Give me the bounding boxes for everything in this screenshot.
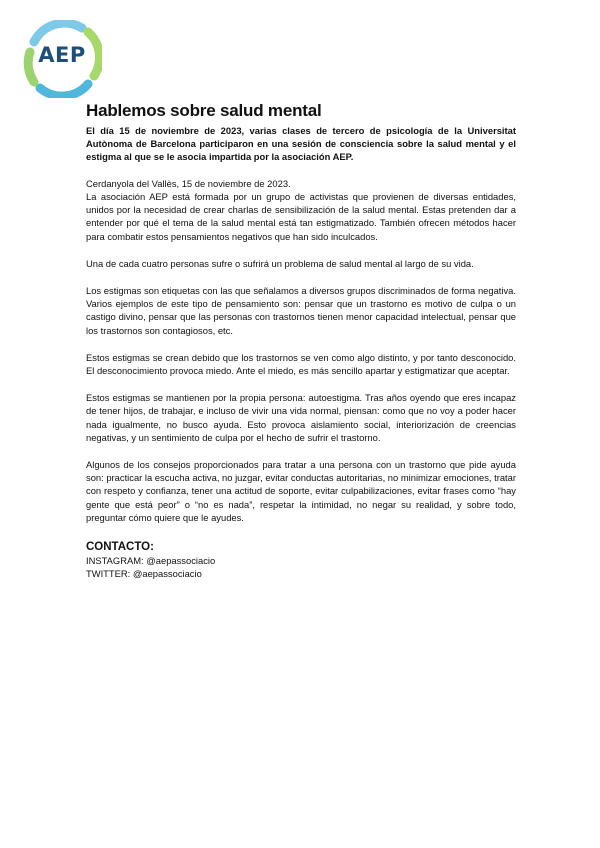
contact-twitter: TWITTER: @aepassociacio <box>86 568 202 580</box>
logo-text: AEP <box>38 43 86 67</box>
contact-heading: CONTACTO: <box>86 541 154 554</box>
aep-logo <box>22 20 102 98</box>
lead-paragraph: El día 15 de noviembre de 2023, varias clases de tercero de psicología de la Universitat Autònoma de Barcelona participaron en una sesión de consciencia sobre la salud mental y el estigma al que se le asocia impartida por la asociación AEP. <box>86 125 516 162</box>
paragraph-stigma-definition: Los estigmas son etiquetas con las que señalamos a diversos grupos discriminados de forma negativa. Varios ejemplos de este tipo de pensamiento son: pensar que un trastorno es motivo de culpa o un castigo divino, pensar que las personas con trastornos tienen menor capacidad intelectual, pensar que los trastornos son contagiosos, etc. <box>86 285 516 336</box>
article <box>86 101 516 580</box>
paragraph-statistic: Una de cada cuatro personas sufre o sufrirá un problema de salud mental al largo de su vida. <box>86 257 474 269</box>
contact-instagram: INSTAGRAM: @aepassociacio <box>86 555 216 567</box>
paragraph-self-stigma: Estos estigmas se mantienen por la propia persona: autoestigma. Tras años oyendo que eres incapaz de tener hijos, de trabajar, e incluso de vivir una vida normal, piensan: como que no voy a poder hacer nada igualmente, no busco ayuda. Esto provoca aislamiento social, interiorización de creencias negativas, y un sentimiento de culpa por el hecho de sufrir el trastorno. <box>86 392 516 443</box>
dateline: Cerdanyola del Vallès, 15 de noviembre de 2023. <box>86 178 291 189</box>
paragraph-association: La asociación AEP está formada por un grupo de activistas que provienen de diversas entidades, unidos por la necesidad de crear charlas de sensibilización de la salud mental. Estas pretenden dar a entender por qué el tema de la salud mental está tan estigmatizado. También ofrecen métodos hacer para combatir estos pensamientos negativos que han sido inculcados. <box>86 191 516 242</box>
paragraph-stigma-origin: Estos estigmas se crean debido que los trastornos se ven como algo distinto, y por tanto desconocido. El desconocimiento provoca miedo. Ante el miedo, es más sencillo apartar y estigmatizar que aceptar. <box>86 351 516 377</box>
page-title: Hablemos sobre salud mental <box>86 101 322 120</box>
paragraph-advice: Algunos de los consejos proporcionados para tratar a una persona con un trastorno que pide ayuda son: practicar la escucha activa, no juzgar, evitar conductas autoritarias, no minimizar emociones, tratar con respeto y confianza, tener una actitud de soporte, evitar culpabilizaciones, evitar frases como “hay gente que está peor” o “no es nada”, respetar la intimidad, no negar su realidad, y sobre todo, preguntar cómo quiere que le ayudes. <box>86 459 516 523</box>
